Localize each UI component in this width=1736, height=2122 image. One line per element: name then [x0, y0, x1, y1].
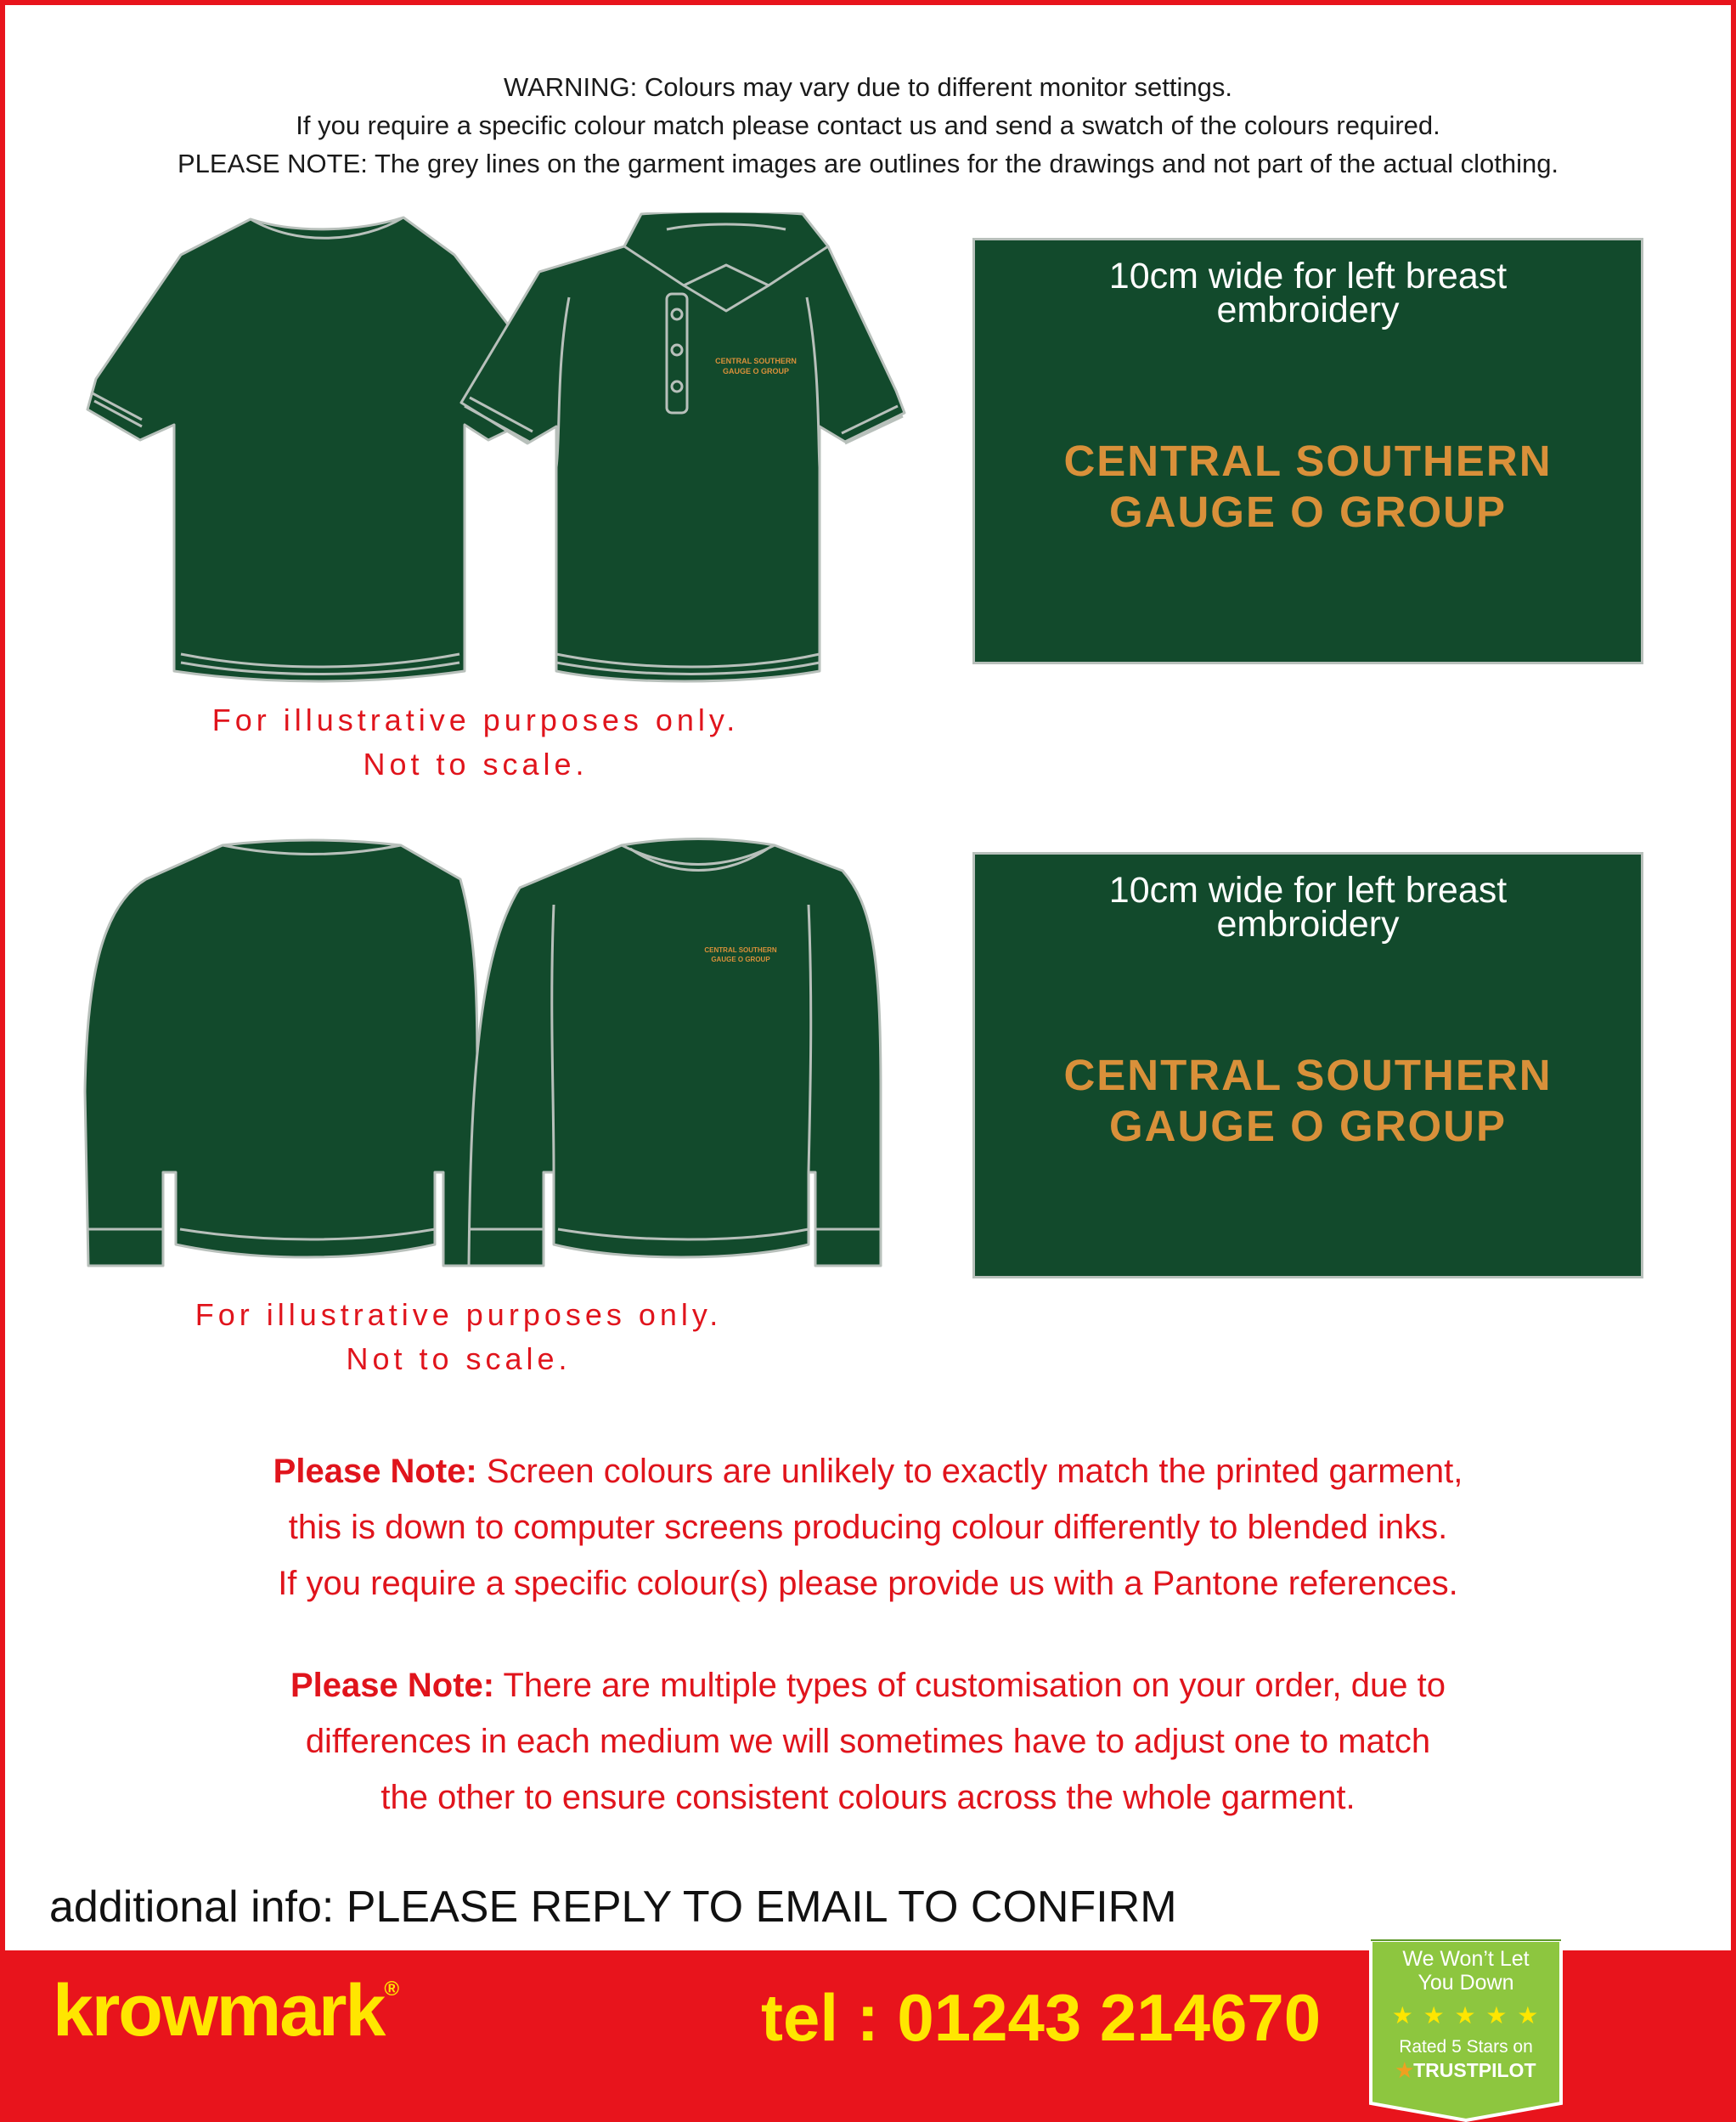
colour-note-2-text-1: There are multiple types of customisation on your order, due to — [494, 1667, 1446, 1704]
sweatshirt-chest-logo-line-1: CENTRAL SOUTHERN — [704, 946, 777, 954]
colour-note-2-line-1 — [0, 1657, 1736, 1713]
sweatshirt-back-view — [85, 840, 477, 1266]
colour-note-1-text-1: Screen colours are unlikely to exactly match the printed garment, — [476, 1453, 1463, 1490]
polo-panel-logo-line-2: GAUGE O GROUP — [1108, 488, 1508, 536]
polo-illustrative-line-2: Not to scale. — [363, 747, 589, 782]
sweatshirt-front-view — [469, 839, 881, 1267]
brand-name: krowmark — [53, 1970, 385, 2051]
warning-line-2: If you require a specific colour match please contact us and send a swatch of the colours required. — [296, 110, 1440, 140]
sweatshirt-logo-panel — [972, 852, 1643, 1278]
badge-rated: Rated 5 Stars on — [1399, 2037, 1533, 2057]
registered-mark: ® — [384, 1978, 400, 2001]
colour-note-2-label: Please Note: — [290, 1667, 495, 1704]
badge-trustpilot — [1367, 2059, 1564, 2082]
additional-info: additional info: PLEASE REPLY TO EMAIL TO CONFIRM — [49, 1882, 1177, 1932]
sweatshirt-panel-size-text — [975, 870, 1641, 945]
sweatshirt-panel-size-line-2: embroidery — [1216, 904, 1400, 945]
badge-slogan — [1367, 1947, 1564, 1995]
polo-illustrative-line-1: For illustrative purposes only. — [211, 703, 740, 737]
colour-note-2-line-2: differences in each medium we will sometimes have to adjust one to match — [305, 1723, 1431, 1760]
brand-logo — [53, 1969, 399, 2053]
colour-note-1 — [0, 1443, 1736, 1611]
sweatshirt-panel-logo-line-2: GAUGE O GROUP — [1108, 1102, 1508, 1150]
sweatshirt-chest-logo-line-2: GAUGE O GROUP — [711, 956, 770, 963]
polo-logo-panel — [972, 238, 1643, 664]
sweatshirt-illustrative-note — [85, 1293, 832, 1381]
sweatshirt-illustration — [78, 837, 927, 1291]
polo-panel-logo — [975, 436, 1641, 538]
polo-panel-size-line-1: 10cm wide for left breast — [1108, 256, 1508, 296]
colour-note-2-line-3: the other to ensure consistent colours across the whole garment. — [380, 1779, 1356, 1816]
badge-stars: ★ ★ ★ ★ ★ — [1391, 2002, 1541, 2029]
polo-front-view — [461, 212, 905, 681]
polo-panel-size-text — [975, 256, 1641, 330]
warning-line-1: WARNING: Colours may vary due to different monitor settings. — [504, 72, 1232, 102]
polo-panel-size-line-2: embroidery — [1216, 290, 1400, 330]
sweatshirt-illustrative-line-1: For illustrative purposes only. — [194, 1297, 723, 1332]
warning-block — [0, 68, 1736, 183]
colour-note-1-line-3: If you require a specific colour(s) please provide us with a Pantone references. — [278, 1565, 1458, 1602]
warning-line-3: PLEASE NOTE: The grey lines on the garment images are outlines for the drawings and not part of the actual clothing. — [177, 149, 1559, 178]
badge-slogan-line-2: You Down — [1418, 1971, 1514, 1995]
polo-shirt-illustration — [81, 212, 930, 697]
sweatshirt-panel-logo-line-1: CENTRAL SOUTHERN — [1063, 1051, 1553, 1099]
sweatshirt-panel-size-line-1: 10cm wide for left breast — [1108, 870, 1508, 911]
polo-panel-logo-line-1: CENTRAL SOUTHERN — [1063, 437, 1553, 485]
polo-chest-logo-line-1: CENTRAL SOUTHERN — [715, 357, 797, 365]
colour-note-1-label: Please Note: — [273, 1453, 477, 1490]
colour-note-1-line-1 — [0, 1443, 1736, 1499]
polo-illustrative-note — [102, 698, 849, 787]
star-icon: ★ — [1395, 2059, 1414, 2081]
badge-trustpilot-label: TRUSTPILOT — [1413, 2059, 1536, 2081]
telephone-number: tel : 01243 214670 — [761, 1980, 1322, 2055]
polo-back-view — [87, 217, 552, 681]
badge-slogan-line-1: We Won’t Let — [1402, 1947, 1530, 1971]
colour-note-2 — [0, 1657, 1736, 1826]
colour-note-1-line-2: this is down to computer screens producing colour differently to blended inks. — [288, 1509, 1448, 1546]
sweatshirt-panel-logo — [975, 1050, 1641, 1152]
sweatshirt-illustrative-line-2: Not to scale. — [346, 1341, 572, 1376]
polo-chest-logo-line-2: GAUGE O GROUP — [722, 367, 790, 375]
